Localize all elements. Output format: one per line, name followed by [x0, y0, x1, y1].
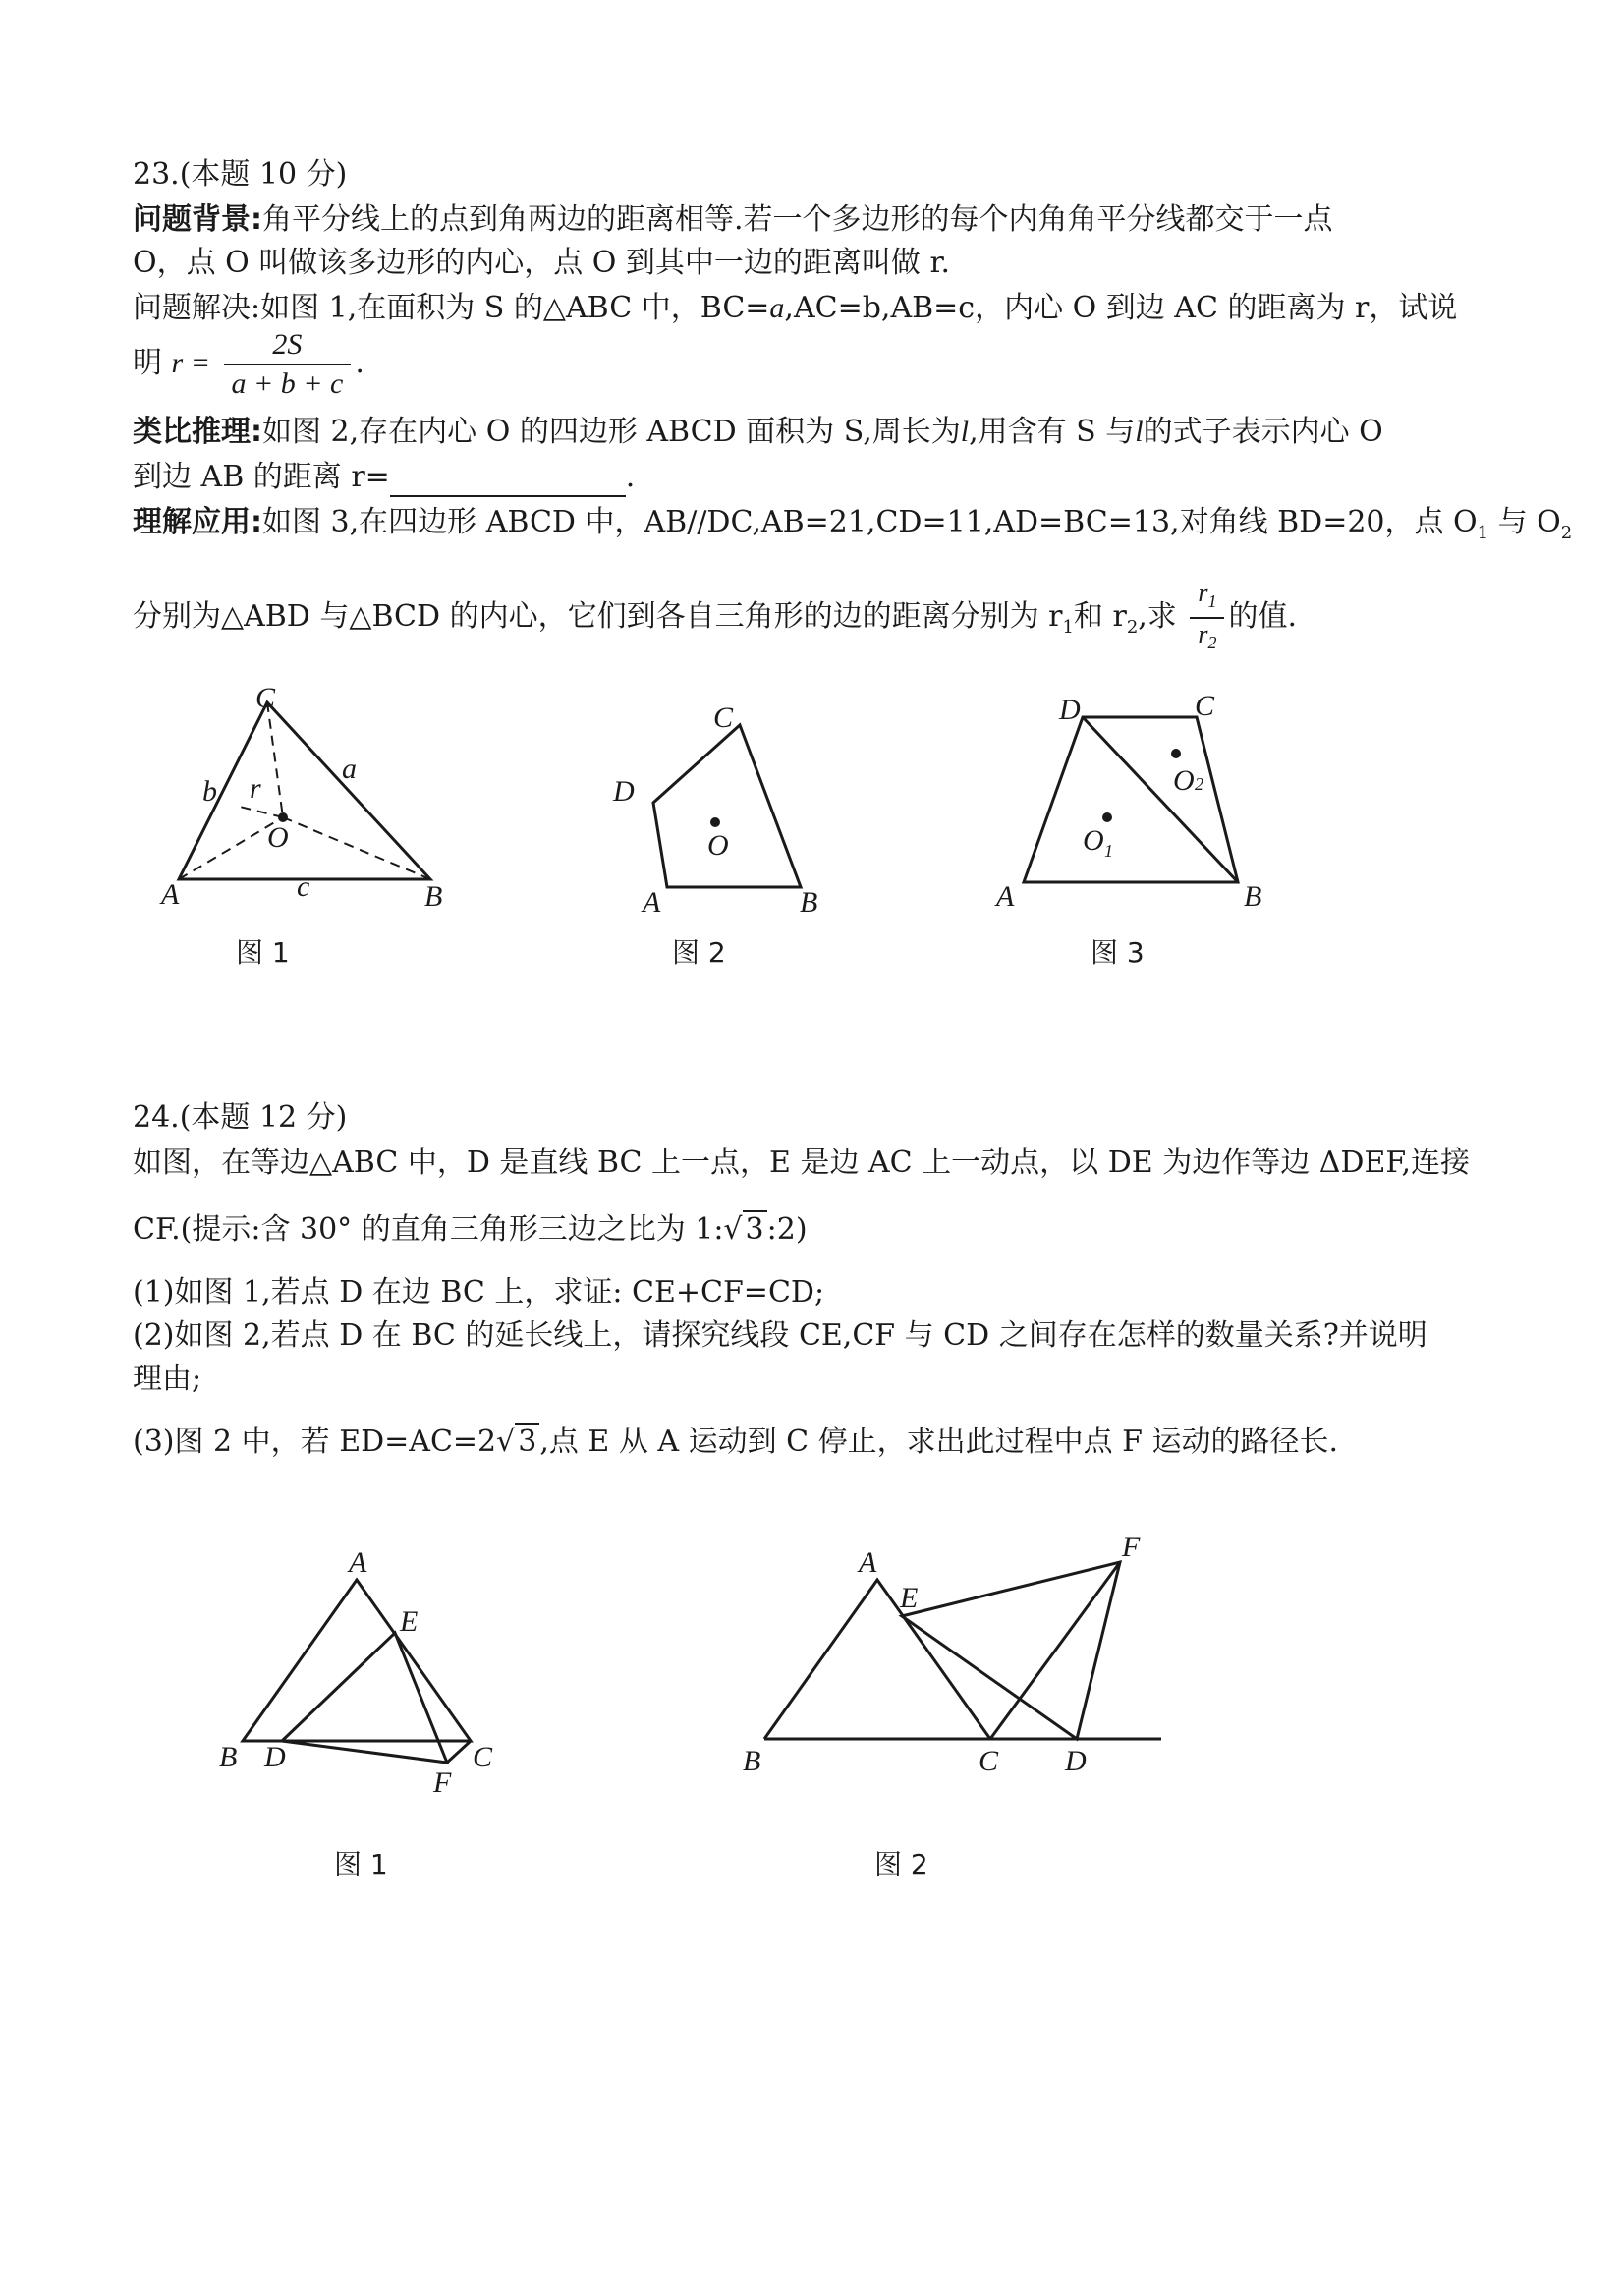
fig24-2-label-d: D	[1065, 1745, 1087, 1777]
q24-text1: 如图，在等边△ABC 中，D 是直线 BC 上一点，E 是边 AC 上一动点，以 DE 为边作等边 ΔDEF,连接	[133, 1146, 1471, 1180]
fig24-1-label-a: A	[349, 1546, 367, 1579]
ratio-numerator	[1190, 578, 1224, 619]
q24-figure-1	[211, 1533, 526, 1808]
q23-analog-end: .	[625, 460, 636, 494]
q23-formula-line	[133, 326, 364, 403]
fig1-label-a: A	[161, 878, 180, 911]
q23-analog-label: 类比推理:	[133, 415, 262, 449]
fig3-trapezoid	[1024, 717, 1238, 882]
fig24-1-label-b: B	[219, 1741, 238, 1773]
fig1-label-side-a: a	[342, 753, 357, 785]
q23-analog-text4: 到边 AB 的距离 r=	[133, 460, 390, 494]
q23-apply-label: 理解应用:	[133, 505, 262, 539]
ratio-den-sub: 2	[1207, 633, 1217, 653]
ratio-den-r: r	[1198, 620, 1208, 649]
fig24-2-label-a: A	[859, 1546, 877, 1579]
fig24-1-label-d: D	[264, 1741, 286, 1773]
q23-analog-text2: ,用含有 S 与	[969, 415, 1136, 449]
q24-part1: (1)如图 1,若点 D 在边 BC 上，求证: CE+CF=CD;	[133, 1275, 825, 1310]
fig24-2-label-f: F	[1122, 1531, 1141, 1563]
sqrt3-symbol-2: √ 3	[496, 1423, 539, 1462]
q23-analog-l: l	[960, 416, 970, 448]
fig24-1-label-f: F	[433, 1766, 452, 1799]
fig3-label-o1-sub: 1	[1104, 841, 1113, 861]
q23-apply-sub1: 1	[1477, 523, 1489, 543]
q23-background-line1	[133, 200, 1333, 240]
q24-fig2-caption: 图 2	[874, 1848, 928, 1880]
q23-figure-3	[992, 688, 1287, 924]
q23-background-line2: O，点 O 叫做该多边形的内心，点 O 到其中一边的距离叫做 r.	[133, 246, 951, 280]
fig1-label-o: O	[267, 821, 289, 854]
fig1-label-b: B	[424, 880, 443, 913]
q23-fig1-caption: 图 1	[236, 936, 290, 969]
formula-fraction	[224, 326, 352, 403]
formula-numerator: 2S	[224, 326, 352, 365]
q24-hint: CF.(提示:含 30° 的直角三角形三边之比为 1:	[133, 1212, 724, 1247]
fig24-2-label-b: B	[743, 1745, 761, 1777]
fig24-1-segment-cf	[447, 1741, 471, 1763]
q23-apply-r1-sub: 1	[1062, 617, 1074, 639]
q24-text2	[133, 1210, 808, 1250]
q24-part3-text: (3)图 2 中，若 ED=AC=2	[133, 1425, 497, 1459]
sqrt3-radicand: 3	[743, 1210, 767, 1247]
fig24-2-label-e: E	[900, 1582, 919, 1614]
fig1-label-side-b: b	[202, 775, 217, 808]
q23-apply-text3: 和 r	[1073, 599, 1127, 635]
formula-lhs: r =	[171, 347, 210, 379]
fig3-incenter-1	[1102, 812, 1112, 822]
q24-hint-end: :2)	[766, 1212, 808, 1247]
fig24-1-label-c: C	[473, 1741, 493, 1773]
q24-part2-line2: 理由;	[133, 1362, 202, 1396]
fig3-label-c: C	[1195, 690, 1215, 722]
q23-solve-text: 问题解决:如图 1,在面积为 S 的△ABC 中，BC=	[133, 291, 770, 325]
q23-background-label: 问题背景:	[133, 202, 262, 237]
q23-apply-text2: 分别为△ABD 与△BCD 的内心，它们到各自三角形的边的距离分别为 r	[133, 599, 1063, 635]
fig2-label-a: A	[643, 886, 661, 919]
q23-background-text: 角平分线上的点到角两边的距离相等.若一个多边形的每个内角角平分线都交于一点	[262, 202, 1333, 237]
q23-figure-1	[157, 682, 472, 924]
q23-apply-text5: 的值.	[1228, 599, 1298, 635]
fig3-incenter-2	[1171, 749, 1181, 758]
ratio-denominator	[1190, 619, 1224, 658]
q24-figure-2	[737, 1513, 1189, 1788]
fig2-label-b: B	[800, 886, 818, 919]
fig24-2-label-c: C	[979, 1745, 999, 1777]
formula-denominator: a + b + c	[231, 367, 344, 400]
q23-apply-mid: 与 O	[1488, 505, 1561, 539]
q24-header: 24.(本题 12 分)	[133, 1100, 348, 1135]
sqrt3-symbol: √ 3	[723, 1210, 766, 1250]
fig2-incenter	[710, 817, 720, 827]
q23-apply-sub2: 2	[1560, 523, 1573, 543]
q23-apply-line2	[133, 578, 1297, 658]
fig1-radius	[236, 806, 283, 817]
formula-period: .	[355, 346, 364, 380]
fig24-1-label-e: E	[400, 1605, 419, 1638]
fig3-label-o2-sub: 2	[1195, 774, 1203, 794]
fig1-bisector-c	[267, 702, 283, 817]
fig3-label-o1: O	[1083, 824, 1104, 857]
answer-blank[interactable]	[390, 466, 626, 497]
q24-fig1-caption: 图 1	[334, 1848, 388, 1880]
q24-part3-end: ,点 E 从 A 运动到 C 停止，求出此过程中点 F 运动的路径长.	[539, 1425, 1339, 1459]
q23-solve-a: a	[769, 292, 785, 324]
q23-apply-line1	[133, 503, 1572, 553]
sqrt3-radicand-2: 3	[515, 1423, 539, 1459]
fig1-label-side-c: c	[297, 870, 310, 903]
fig2-label-c: C	[713, 701, 734, 734]
ratio-num-r: r	[1198, 579, 1208, 607]
q23-analog-text3: 的式子表示内心 O	[1143, 415, 1383, 449]
q23-solve-ming: 明	[133, 346, 162, 380]
q23-solve-text2: ,AC=b,AB=c，内心 O 到边 AC 的距离为 r，试说	[784, 291, 1458, 325]
q23-analog-text1: 如图 2,存在内心 O 的四边形 ABCD 面积为 S,周长为	[262, 415, 961, 449]
fig2-quadrilateral	[653, 725, 801, 887]
fig2-label-d: D	[613, 775, 635, 808]
q23-solve-line1	[133, 289, 1457, 328]
ratio-num-sub: 1	[1207, 591, 1217, 612]
fig2-label-o: O	[707, 829, 729, 862]
q23-fig2-caption: 图 2	[672, 936, 726, 969]
q23-apply-text4: ,求	[1138, 599, 1177, 635]
q23-analog-l2: l	[1135, 416, 1144, 448]
fig1-label-r: r	[250, 772, 261, 805]
q24-part2-line1: (2)如图 2,若点 D 在 BC 的延长线上，请探究线段 CE,CF 与 CD 之间存在怎样的数量关系?并说明	[133, 1318, 1427, 1353]
q24-part3	[133, 1423, 1338, 1462]
q23-fig3-caption: 图 3	[1091, 936, 1145, 969]
q23-analog-line1	[133, 413, 1383, 452]
fig3-label-b: B	[1244, 880, 1262, 913]
q23-header: 23.(本题 10 分)	[133, 157, 348, 192]
fig3-label-o2: O	[1173, 764, 1195, 797]
q23-apply-text1: 如图 3,在四边形 ABCD 中，AB//DC,AB=21,CD=11,AD=BC=13,对角线 BD=20，点 O	[262, 505, 1478, 539]
fig1-label-c: C	[255, 682, 276, 714]
fig3-label-d: D	[1059, 694, 1081, 726]
q23-figure-2	[609, 688, 845, 924]
fig3-label-a: A	[996, 880, 1015, 913]
fig24-1-triangle-abc	[243, 1580, 471, 1741]
ratio-fraction	[1190, 578, 1224, 658]
q23-analog-line2	[133, 458, 635, 497]
q23-apply-r2-sub: 2	[1126, 617, 1139, 639]
